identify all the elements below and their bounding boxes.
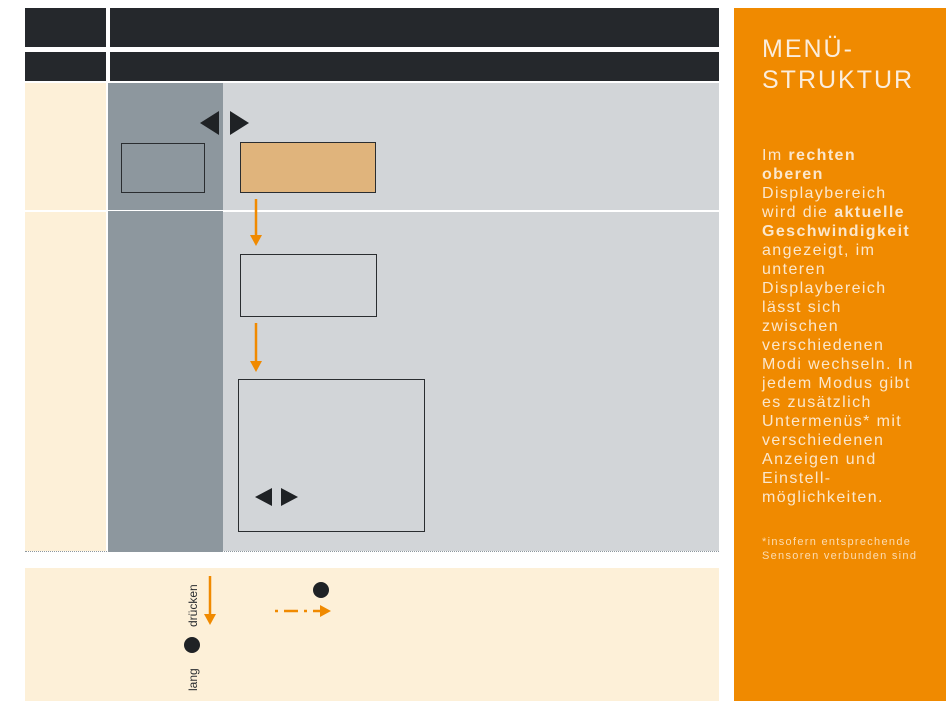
- row-divider: [108, 210, 719, 211]
- row-label-cell-1: [25, 83, 106, 210]
- display-box-middle: [240, 254, 377, 317]
- down-arrow-2: [249, 323, 263, 373]
- down-arrow-1: [249, 199, 263, 247]
- display-box-large: [238, 379, 425, 532]
- arrow-left-icon: [200, 111, 219, 135]
- desc-part-bold: rechten oberen: [762, 147, 857, 183]
- bottom-dotted-line: [25, 551, 719, 552]
- header-bar-main: [110, 8, 719, 47]
- arrow-left-small-icon: [255, 488, 272, 506]
- display-box-left: [121, 143, 205, 193]
- info-sidebar: [734, 8, 946, 701]
- display-box-highlighted: [240, 142, 376, 193]
- legend-label-druecken: drücken: [186, 584, 200, 627]
- sidebar-title-line2: STRUKTUR: [762, 66, 915, 94]
- sidebar-title-line1: MENÜ-: [762, 35, 854, 63]
- arrow-right-small-icon: [281, 488, 298, 506]
- legend-panel: [25, 568, 719, 701]
- legend-down-arrow: [203, 576, 217, 626]
- arrow-right-icon: [230, 111, 249, 135]
- legend-dashed-arrow: [274, 604, 334, 618]
- sidebar-title: [762, 34, 922, 96]
- desc-part: Im: [762, 147, 789, 164]
- sidebar-footnote: *insofern entsprechende Sensoren verbunden sind: [762, 536, 918, 562]
- sidebar-description: [762, 146, 922, 507]
- nav-arrows-inner: [254, 487, 300, 507]
- subheader-bar-left: [25, 52, 106, 81]
- legend-short-press-dot-icon: [312, 581, 330, 599]
- desc-part: angezeigt, im unteren Displaybereich lässt sich zwischen verschiedenen Modi wechseln. In jedem Modus gibt es zusätzlich Untermenüs* mit verschiedenen Anzeigen und Einstellmöglichkeiten.: [762, 242, 914, 506]
- subheader-bar-main: [110, 52, 719, 81]
- desc-part: Displaybereich wird die: [762, 185, 887, 221]
- desc-part-bold: aktuelle Geschwindigkeit: [762, 204, 911, 240]
- row-label-cell-2: [25, 212, 106, 551]
- legend-label-lang: lang: [186, 668, 200, 691]
- header-bar-left: [25, 8, 106, 47]
- button-dot-icon: [183, 636, 201, 654]
- nav-arrows-top: [199, 110, 251, 136]
